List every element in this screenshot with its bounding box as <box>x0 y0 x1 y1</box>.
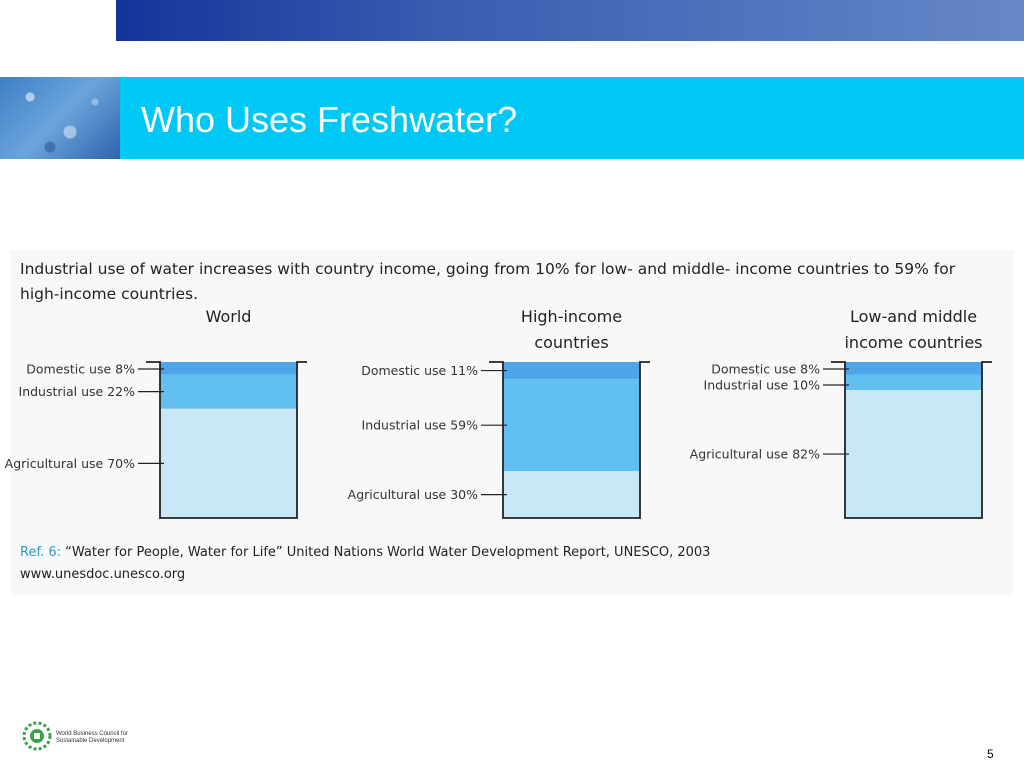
segment-label: Agricultural use 82% <box>689 446 820 462</box>
chart-panel <box>690 307 992 518</box>
panel-title: High-income <box>520 307 623 326</box>
bar-segment <box>160 374 297 408</box>
segment-label: Domestic use 11% <box>361 363 478 379</box>
panel-title: World <box>205 307 252 326</box>
bar-segment <box>845 390 982 518</box>
chart-panel <box>348 307 650 518</box>
reference-label: Ref. 6: <box>20 545 61 560</box>
logo-text-line1: World Business Council for <box>56 731 128 737</box>
wbcsd-logo-icon <box>22 720 52 752</box>
panel-title: income countries <box>844 333 983 352</box>
bar-segment <box>845 362 982 374</box>
slide-title: Who Uses Freshwater? <box>141 99 518 140</box>
logo-text-line2: Sustainable Development <box>56 738 125 744</box>
segment-label: Agricultural use 70% <box>4 455 135 471</box>
reference-url: www.unesdoc.unesco.org <box>20 567 186 582</box>
page-number: 5 <box>987 747 994 761</box>
reference-text: “Water for People, Water for Life” United Nations World Water Development Report, UNESCO, 2003 <box>65 545 711 560</box>
reference <box>20 545 710 560</box>
bar-segment <box>160 409 297 518</box>
panel-title: Low-and middle <box>849 307 978 326</box>
segment-label: Industrial use 59% <box>361 417 478 433</box>
segment-label: Domestic use 8% <box>711 361 820 377</box>
panel-title: countries <box>534 333 609 352</box>
bar-segment <box>845 374 982 390</box>
bar-segment <box>503 379 640 471</box>
segment-label: Industrial use 10% <box>703 377 820 393</box>
chart-caption-line1: Industrial use of water increases with country income, going from 10% for low- and middle- income countries to 59% for <box>20 260 956 278</box>
segment-label: Industrial use 22% <box>18 384 135 400</box>
chart-caption-line2: high-income countries. <box>20 285 199 303</box>
chart-panels <box>5 307 992 518</box>
chart-panel <box>5 307 307 518</box>
bar-segment <box>503 471 640 518</box>
segment-label: Domestic use 8% <box>26 361 135 377</box>
segment-label: Agricultural use 30% <box>347 487 478 503</box>
logo-text <box>56 731 128 745</box>
bar-segment <box>160 362 297 374</box>
bar-segment <box>503 362 640 379</box>
